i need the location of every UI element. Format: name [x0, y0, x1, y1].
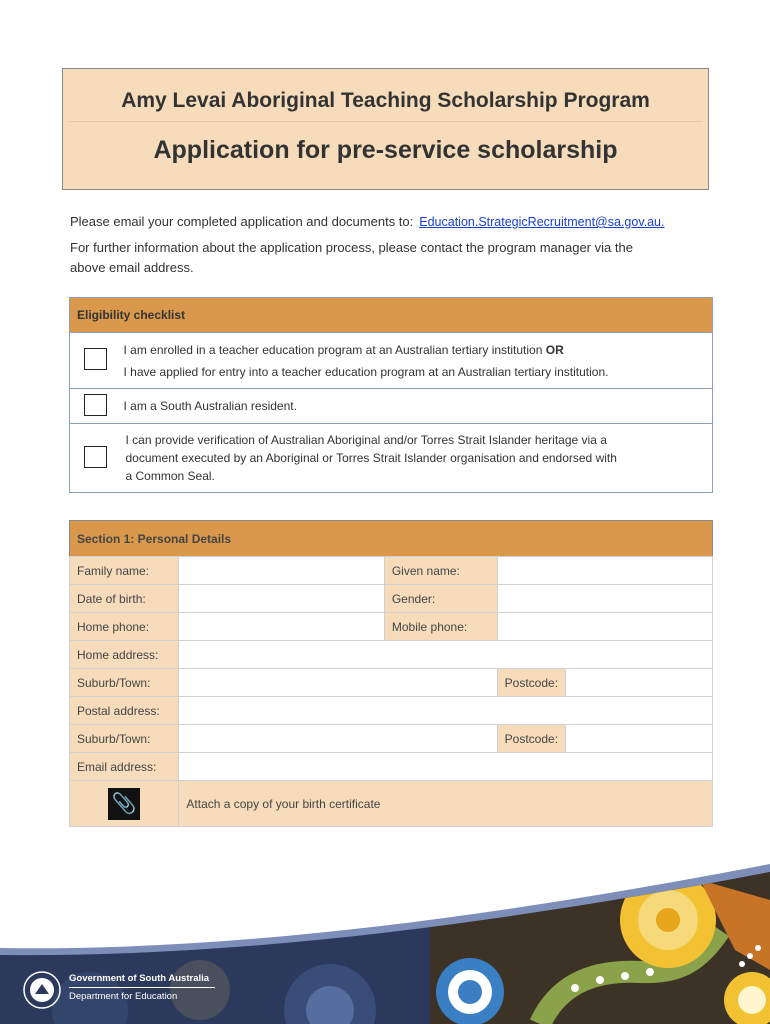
attach-note: Attach a copy of your birth certificate: [179, 781, 713, 827]
suburb-label: Suburb/Town:: [70, 669, 179, 697]
further-info-line1: For further information about the application process, please contact the program manager via the: [70, 240, 633, 255]
dob-field[interactable]: [179, 585, 384, 613]
postal-address-label: Postal address:: [70, 697, 179, 725]
eligibility-checklist: [69, 297, 713, 493]
suburb-field[interactable]: [179, 669, 497, 697]
gender-label: Gender:: [384, 585, 497, 613]
postal-postcode-field[interactable]: [566, 725, 713, 753]
postal-suburb-field[interactable]: [179, 725, 497, 753]
program-title: Amy Levai Aboriginal Teaching Scholarship Program: [121, 89, 650, 112]
mobile-phone-field[interactable]: [497, 613, 712, 641]
mobile-phone-label: Mobile phone:: [384, 613, 497, 641]
postal-suburb-label: Suburb/Town:: [70, 725, 179, 753]
eligibility-item-resident: [70, 389, 713, 424]
applied-text: I have applied for entry into a teacher education program at an Australian tertiary institution.: [123, 364, 609, 379]
family-name-field[interactable]: [179, 557, 384, 585]
postal-address-field[interactable]: [179, 697, 713, 725]
eligibility-item-heritage: [70, 424, 713, 493]
paperclip-icon: 📎: [108, 788, 140, 820]
personal-heading: Section 1: Personal Details: [70, 521, 713, 557]
home-address-label: Home address:: [70, 641, 179, 669]
department-name: Department for Education: [69, 991, 178, 1002]
dob-label: Date of birth:: [70, 585, 179, 613]
further-info-line2: above email address.: [70, 260, 194, 275]
home-address-field[interactable]: [179, 641, 713, 669]
enrolled-text: I am enrolled in a teacher education program at an Australian tertiary institution: [123, 342, 543, 357]
family-name-label: Family name:: [70, 557, 179, 585]
branding-divider: [69, 987, 215, 988]
postal-postcode-label: Postcode:: [497, 725, 565, 753]
title-divider: [69, 121, 702, 122]
further-info: [70, 238, 633, 278]
resident-text: I am a South Australian resident.: [122, 389, 713, 424]
government-name: Government of South Australia: [69, 973, 210, 984]
form-title: Application for pre-service scholarship: [153, 136, 618, 164]
home-phone-label: Home phone:: [70, 613, 179, 641]
heritage-checkbox[interactable]: [84, 446, 107, 468]
email-instruction: [70, 212, 665, 232]
postcode-field[interactable]: [566, 669, 713, 697]
email-link[interactable]: Education.StrategicRecruitment@sa.gov.au.: [419, 215, 665, 229]
home-phone-field[interactable]: [179, 613, 384, 641]
eligibility-heading: Eligibility checklist: [70, 298, 713, 333]
attach-row: [70, 781, 713, 827]
email-address-label: Email address:: [70, 753, 179, 781]
resident-checkbox[interactable]: [84, 394, 107, 416]
email-prompt: Please email your completed application and documents to:: [70, 214, 414, 229]
given-name-label: Given name:: [384, 557, 497, 585]
government-crest-icon: [22, 970, 62, 1010]
heritage-text-line1: I can provide verification of Australian Aboriginal and/or Torres Strait Islander heritage via a: [125, 433, 607, 447]
eligibility-item-enrolled: [70, 333, 713, 389]
personal-details-section: [69, 520, 713, 827]
or-label: OR: [545, 342, 564, 357]
given-name-field[interactable]: [497, 557, 712, 585]
title-box: [62, 68, 709, 190]
email-address-field[interactable]: [179, 753, 713, 781]
government-branding: [69, 973, 215, 1002]
heritage-text-line3: a Common Seal.: [125, 469, 215, 483]
gender-field[interactable]: [497, 585, 712, 613]
heritage-text-line2: document executed by an Aboriginal or Torres Strait Islander organisation and endorsed with: [125, 451, 617, 465]
postcode-label: Postcode:: [497, 669, 565, 697]
enrolled-checkbox[interactable]: [84, 348, 107, 370]
